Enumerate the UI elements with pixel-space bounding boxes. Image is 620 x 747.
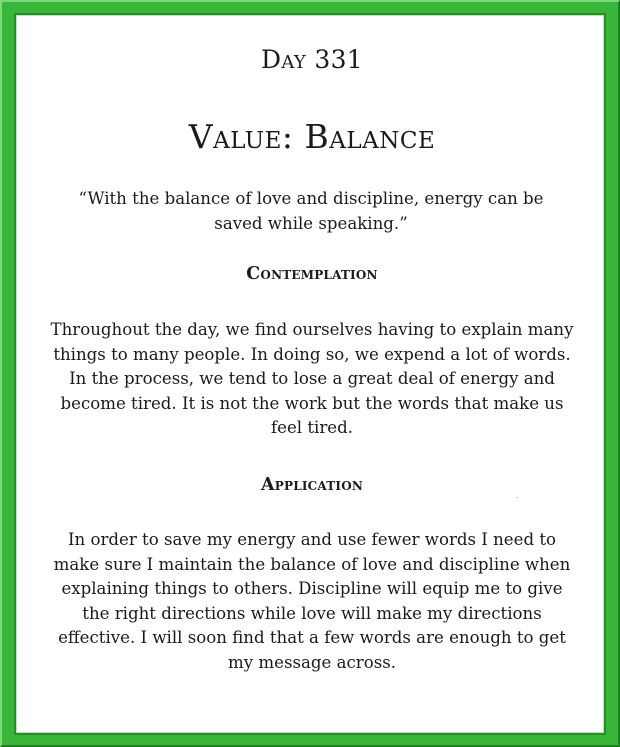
contemplation-text: Throughout the day, we find ourselves having to explain many things to many people. In doing so, we expend a lot of words. In the process, we tend to lose a great deal of energy and become tired. It is not the work but the words that make us feel tired. bbox=[50, 320, 574, 437]
day-label: Day 331 bbox=[261, 45, 363, 74]
document-page bbox=[14, 13, 606, 735]
application-text: In order to save my energy and use fewer words I need to make sure I maintain the balance of love and discipline when explaining things to others. Discipline will equip me to give the right directions while love will make my directions effective. I will soon find that a few words are enough to get my message across. bbox=[53, 530, 571, 672]
quote: “With the balance of love and discipline, energy can be saved while speaking.” bbox=[78, 189, 544, 233]
print-speck bbox=[516, 497, 518, 498]
contemplation-heading: Contemplation bbox=[246, 264, 378, 284]
page-title: Value: Balance bbox=[188, 117, 436, 156]
application-heading: Application bbox=[260, 475, 364, 495]
